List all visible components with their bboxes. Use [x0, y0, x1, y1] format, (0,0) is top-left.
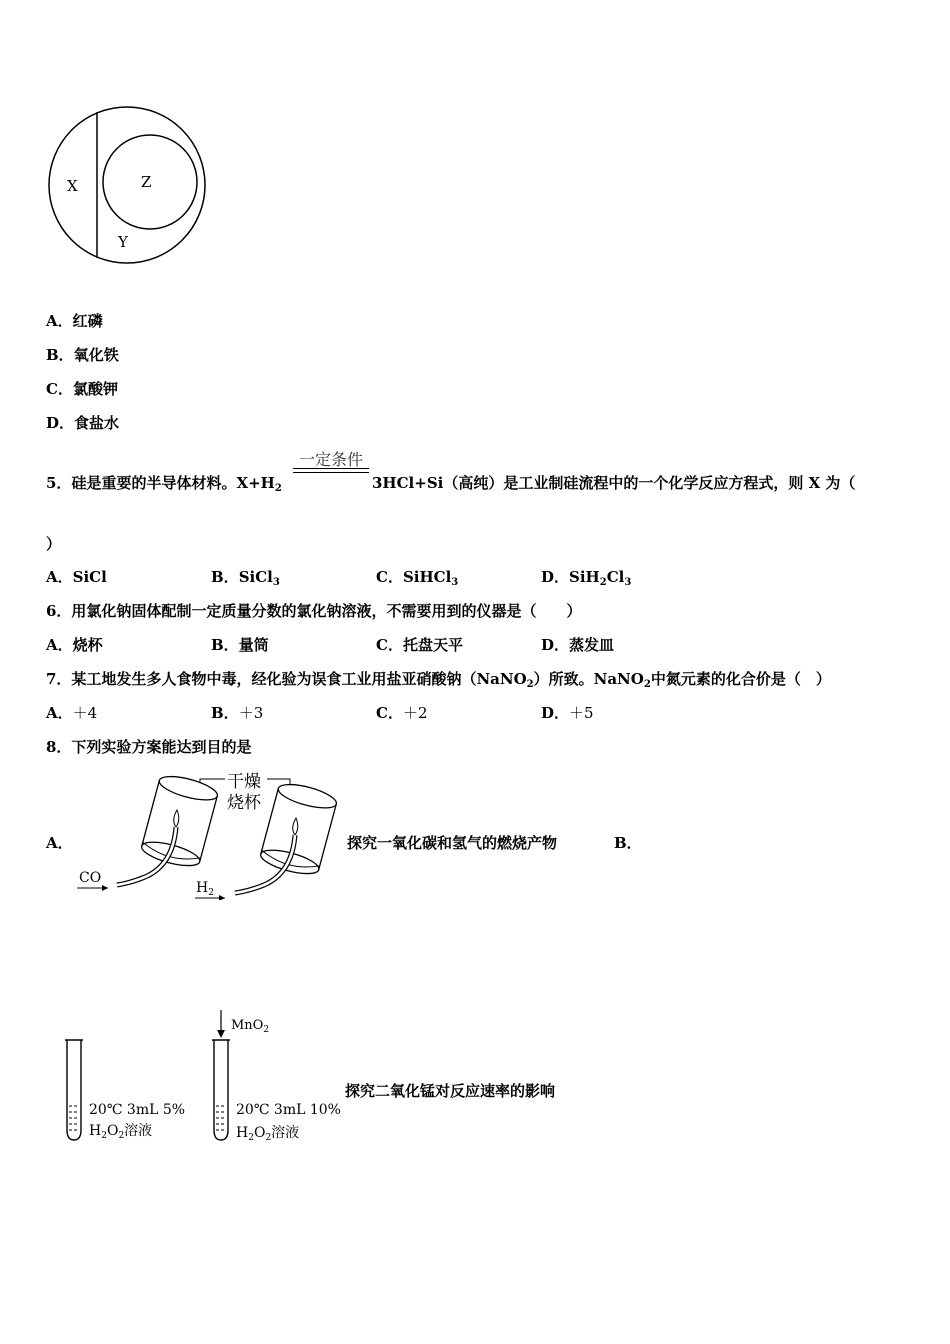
- q8-figure-a: [75, 765, 345, 900]
- tube-1-label-line1: 20℃ 3mL 5%: [89, 1102, 186, 1118]
- dry-beaker-label-2: 烧杯: [227, 793, 261, 813]
- q5-option-b[interactable]: B．SiCl$_3$: [211, 568, 280, 588]
- gas-co-label: CO: [79, 870, 102, 886]
- venn-label-y: Y: [118, 233, 128, 251]
- q8-option-a-text: 探究一氧化碳和氢气的燃烧产物: [347, 834, 558, 852]
- q5-condition: 一定条件: [298, 450, 363, 469]
- q5-option-c[interactable]: C．SiHCl$_3$: [376, 568, 459, 588]
- q8-figure-b: [55, 1008, 355, 1148]
- q4-option-d[interactable]: D．食盐水: [46, 414, 120, 432]
- mno2-label: MnO$_2$: [231, 1018, 270, 1035]
- q5-option-d[interactable]: D．$SiH_2Cl_3$: [541, 568, 632, 588]
- q5-option-a[interactable]: A．SiCl: [46, 568, 107, 586]
- q8-option-a-letter[interactable]: A．: [46, 834, 73, 852]
- test-tube-2: [212, 1040, 230, 1140]
- tube-2-label-line2: $H_2O_2$溶液: [236, 1125, 300, 1143]
- q5-stem-end: ）: [46, 535, 62, 553]
- beaker-2: [258, 780, 338, 879]
- q4-option-c[interactable]: C．氯酸钾: [46, 380, 118, 398]
- test-tube-1: [65, 1040, 83, 1140]
- q8-option-b-text: 探究二氧化锰对反应速率的影响: [345, 1082, 556, 1100]
- q4-option-b[interactable]: B．氧化铁: [46, 346, 119, 364]
- gas-h2-label: $H_2$: [196, 880, 214, 898]
- venn-label-z: Z: [141, 173, 152, 191]
- tube-2-label-line1: 20℃ 3mL 10%: [236, 1102, 341, 1118]
- q5-equals-line-2: [293, 472, 369, 473]
- q5-equals-line-1: [293, 468, 369, 469]
- q7-option-c[interactable]: C．＋2: [376, 704, 428, 722]
- q7-option-b[interactable]: B．＋3: [211, 704, 264, 722]
- q8-option-b-letter[interactable]: B．: [614, 834, 642, 852]
- q6-option-d[interactable]: D．蒸发皿: [541, 636, 615, 654]
- q6-option-a[interactable]: A．烧杯: [46, 636, 103, 654]
- dry-beaker-label-1: 干燥: [227, 772, 261, 792]
- q4-option-a[interactable]: A．红磷: [46, 312, 103, 330]
- q7-stem: 7．某工地发生多人食物中毒，经化验为误食工业用盐亚硝酸钠（NaNO$_2$）所致。NaNO$_2$中氮元素的化合价是（ ）: [46, 670, 831, 690]
- q6-option-c[interactable]: C．托盘天平: [376, 636, 463, 654]
- beaker-1: [139, 772, 219, 871]
- venn-label-x: X: [67, 177, 78, 195]
- q7-option-a[interactable]: A．＋4: [46, 704, 98, 722]
- q6-stem: 6．用氯化钠固体配制一定质量分数的氯化钠溶液，不需要用到的仪器是（ ）: [46, 602, 582, 620]
- q8-stem: 8．下列实验方案能达到目的是: [46, 738, 252, 756]
- q5-stem-pre: 5．硅是重要的半导体材料。$X+H_2$: [46, 474, 282, 494]
- q5-stem-post: 3HCl+Si（高纯）是工业制硅流程中的一个化学反应方程式，则 X 为（: [372, 474, 856, 492]
- venn-diagram: [45, 105, 210, 265]
- tube-1-label-line2: $H_2O_2$溶液: [89, 1123, 153, 1141]
- q7-option-d[interactable]: D．＋5: [541, 704, 594, 722]
- q6-option-b[interactable]: B．量筒: [211, 636, 269, 654]
